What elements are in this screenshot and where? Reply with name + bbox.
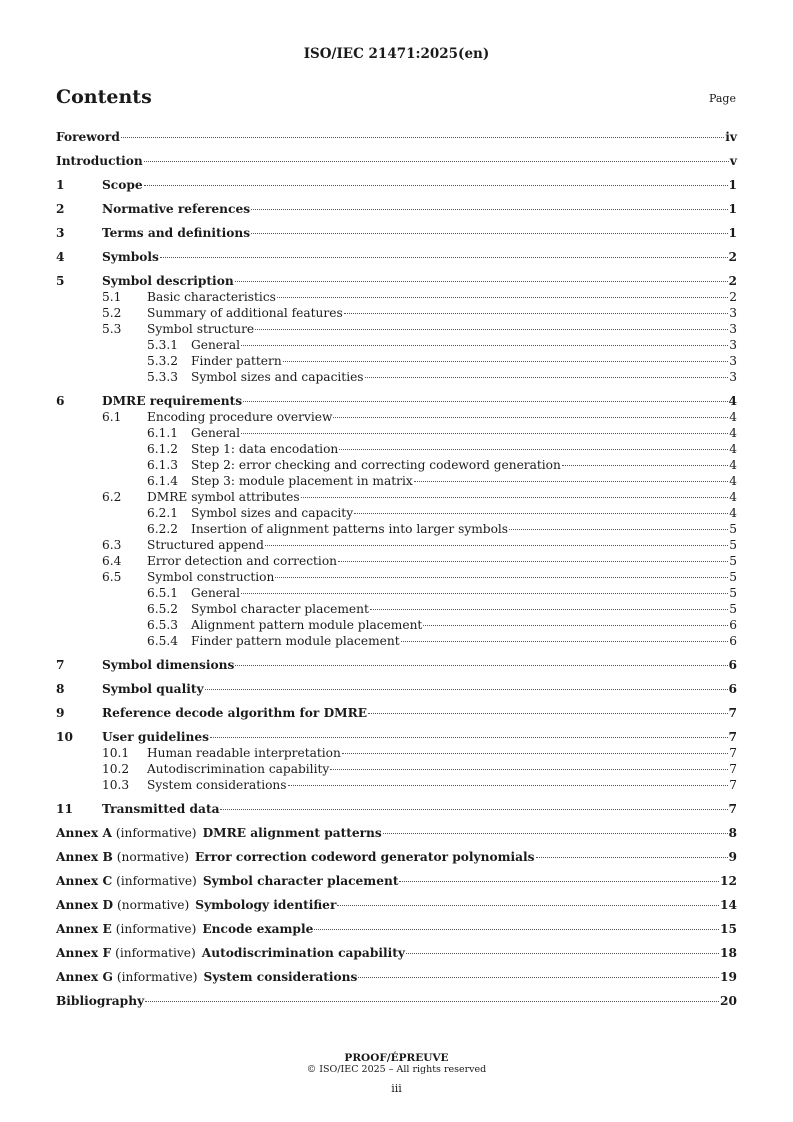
toc-entry[interactable] (56, 801, 737, 817)
toc-entry-page: 5 (729, 602, 737, 616)
toc-entry-page: 1 (728, 178, 737, 192)
toc-entry-title: Symbol sizes and capacities (191, 370, 364, 384)
toc-entry-page: 4 (729, 442, 737, 456)
dot-leader (333, 417, 728, 418)
toc-entry-title: Step 1: data encodation (191, 442, 339, 456)
page-column-label: Page (708, 92, 736, 105)
toc-entry-title: Autodiscrimination capability (147, 762, 330, 776)
section-number: 5 (56, 274, 65, 288)
toc-entry-page: 5 (729, 570, 737, 584)
dot-leader (144, 161, 729, 162)
section-number: 2 (56, 202, 65, 216)
toc-entry-title: Symbol construction (147, 570, 275, 584)
toc-entry-page: 7 (729, 778, 737, 792)
section-number: 5.2 (102, 306, 122, 320)
toc-entry-page: 4 (729, 506, 737, 520)
dot-leader (275, 577, 728, 578)
dot-leader (235, 281, 728, 282)
toc-entry[interactable] (56, 761, 737, 777)
dot-leader (241, 433, 728, 434)
toc-entry[interactable] (56, 993, 737, 1009)
toc-entry-page: 3 (729, 306, 737, 320)
toc-entry[interactable] (56, 585, 737, 601)
toc-entry-page: 7 (728, 802, 737, 816)
toc-entry[interactable] (56, 337, 737, 353)
annex-label: Annex F (56, 946, 112, 960)
dot-leader (365, 377, 729, 378)
toc-entry-page: 7 (729, 746, 737, 760)
section-number: 10.1 (102, 746, 130, 760)
toc-entry-title: Reference decode algorithm for DMRE (102, 706, 368, 720)
toc-entry-title: Foreword (56, 130, 120, 144)
dot-leader (337, 905, 719, 906)
section-number: 5.1 (102, 290, 122, 304)
toc-entry-title: Transmitted data (102, 802, 220, 816)
toc-entry-title: Symbology identifier (195, 898, 337, 912)
section-number: 5.3 (102, 322, 122, 336)
toc-entry-page: 5 (729, 554, 737, 568)
dot-leader (338, 561, 728, 562)
dot-leader (414, 481, 729, 482)
section-number: 10.3 (102, 778, 130, 792)
toc-entry-title: Symbol character placement (202, 874, 399, 888)
table-of-contents (56, 129, 737, 1009)
annex-type: (informative) (115, 826, 197, 840)
section-number: 6.5.4 (147, 634, 179, 648)
dot-leader (283, 361, 729, 362)
toc-entry[interactable] (56, 441, 737, 457)
toc-entry-page: 3 (729, 322, 737, 336)
toc-entry-page: 4 (729, 458, 737, 472)
toc-entry-title: Error detection and correction (147, 554, 338, 568)
toc-entry-page: iv (725, 130, 737, 144)
dot-leader (383, 833, 728, 834)
toc-entry-page: 6 (729, 634, 737, 648)
toc-entry[interactable] (56, 569, 737, 585)
toc-entry-title: Symbol quality (102, 682, 204, 696)
toc-entry[interactable] (56, 729, 737, 745)
toc-entry-title: System considerations (203, 970, 358, 984)
section-number: 10 (56, 730, 73, 744)
dot-leader (368, 713, 727, 714)
toc-entry[interactable] (56, 249, 737, 265)
toc-entry[interactable] (56, 273, 737, 289)
annex-type: (normative) (117, 898, 190, 912)
toc-entry-title: Structured append (147, 538, 264, 552)
toc-entry[interactable] (56, 393, 737, 409)
dot-leader (251, 209, 727, 210)
dot-leader (406, 953, 719, 954)
section-number: 10.2 (102, 762, 130, 776)
toc-entry[interactable] (56, 489, 737, 505)
toc-entry[interactable] (56, 849, 737, 865)
toc-entry-title: Basic characteristics (147, 290, 276, 304)
toc-entry-page: 12 (720, 874, 737, 888)
annex-label: Annex E (56, 922, 112, 936)
toc-entry-page: 7 (729, 762, 737, 776)
annex-label: Annex B (56, 850, 113, 864)
dot-leader (235, 665, 727, 666)
page-footer (0, 1052, 793, 1095)
section-number: 11 (56, 802, 73, 816)
section-number: 6.1.3 (147, 458, 179, 472)
section-number: 6.5 (102, 570, 122, 584)
toc-entry-page: 15 (720, 922, 737, 936)
dot-leader (401, 641, 729, 642)
toc-entry-page: 2 (729, 290, 737, 304)
toc-entry-title: Human readable interpretation (147, 746, 341, 760)
dot-leader (210, 737, 728, 738)
dot-leader (241, 593, 728, 594)
toc-entry[interactable] (56, 289, 737, 305)
toc-entry-title: General (191, 338, 240, 352)
toc-entry-title: Error correction codeword generator polynomials (195, 850, 535, 864)
toc-entry-page: 5 (729, 586, 737, 600)
toc-entry-title: Step 2: error checking and correcting codeword generation (191, 458, 561, 472)
toc-entry-title: DMRE symbol attributes (147, 490, 300, 504)
document-identifier: ISO/IEC 21471:2025(en) (303, 46, 490, 62)
section-number: 6.1.2 (147, 442, 179, 456)
toc-entry-title: Finder pattern module placement (191, 634, 400, 648)
dot-leader (288, 785, 729, 786)
toc-entry[interactable] (56, 129, 737, 145)
toc-entry-page: 6 (728, 658, 737, 672)
dot-leader (241, 345, 728, 346)
section-number: 3 (56, 226, 65, 240)
toc-entry-title: System considerations (147, 778, 287, 792)
toc-entry-page: 7 (728, 730, 737, 744)
dot-leader (144, 185, 728, 186)
toc-entry-page: 4 (729, 410, 737, 424)
toc-entry-page: 4 (729, 474, 737, 488)
toc-entry[interactable] (56, 457, 737, 473)
toc-entry-title: Terms and definitions (102, 226, 251, 240)
toc-entry[interactable] (56, 153, 737, 169)
toc-entry-title: Step 3: module placement in matrix (191, 474, 413, 488)
toc-entry-title: Insertion of alignment patterns into larger symbols (191, 522, 509, 536)
toc-entry-title: Symbol description (102, 274, 234, 288)
dot-leader (265, 545, 728, 546)
section-number: 8 (56, 682, 65, 696)
section-number: 5.3.3 (147, 370, 179, 384)
toc-entry-title: Symbol dimensions (102, 658, 235, 672)
section-number: 6 (56, 394, 65, 408)
dot-leader (251, 233, 727, 234)
section-number: 6.1.4 (147, 474, 179, 488)
annex-type: (informative) (115, 922, 197, 936)
section-number: 6.3 (102, 538, 122, 552)
toc-entry-page: 20 (720, 994, 737, 1008)
section-number: 6.4 (102, 554, 122, 568)
annex-label: Annex D (56, 898, 114, 912)
dot-leader (562, 465, 728, 466)
toc-entry-page: 4 (728, 394, 737, 408)
section-number: 5.3.2 (147, 354, 179, 368)
section-number: 1 (56, 178, 65, 192)
toc-entry[interactable] (56, 305, 737, 321)
annex-type: (informative) (116, 874, 197, 888)
dot-leader (339, 449, 728, 450)
toc-entry-page: 7 (728, 706, 737, 720)
toc-entry[interactable] (56, 409, 737, 425)
toc-entry-title: Introduction (56, 154, 143, 168)
dot-leader (243, 401, 727, 402)
toc-entry-page: 6 (729, 618, 737, 632)
toc-entry-page: v (729, 154, 737, 168)
section-number: 6.5.2 (147, 602, 179, 616)
toc-entry-title: Normative references (102, 202, 251, 216)
toc-entry-title: Autodiscrimination capability (201, 946, 405, 960)
annex-label: Annex A (56, 826, 112, 840)
section-number: 4 (56, 250, 65, 264)
toc-entry[interactable] (56, 353, 737, 369)
toc-entry-page: 14 (720, 898, 737, 912)
proof-marker: PROOF/ÉPREUVE (344, 1052, 449, 1064)
dot-leader (220, 809, 727, 810)
toc-entry[interactable] (56, 945, 737, 961)
toc-entry-title: Encode example (202, 922, 314, 936)
toc-entry-title: Encoding procedure overview (147, 410, 333, 424)
toc-entry-page: 9 (728, 850, 737, 864)
toc-entry[interactable] (56, 921, 737, 937)
dot-leader (301, 497, 729, 498)
toc-entry-page: 19 (720, 970, 737, 984)
dot-leader (354, 513, 728, 514)
toc-entry-page: 6 (728, 682, 737, 696)
toc-entry-page: 8 (728, 826, 737, 840)
toc-entry[interactable] (56, 657, 737, 673)
toc-entry-page: 1 (728, 202, 737, 216)
toc-entry-title: General (191, 586, 240, 600)
toc-entry-title: Scope (102, 178, 143, 192)
section-number: 5.3.1 (147, 338, 179, 352)
toc-entry-title: Symbols (102, 250, 159, 264)
section-number: 6.5.3 (147, 618, 179, 632)
toc-entry-title: Finder pattern (191, 354, 282, 368)
dot-leader (370, 609, 728, 610)
dot-leader (121, 137, 724, 138)
toc-entry[interactable] (56, 521, 737, 537)
toc-entry[interactable] (56, 225, 737, 241)
annex-type: (normative) (116, 850, 189, 864)
annex-label: Annex G (56, 970, 113, 984)
toc-entry[interactable] (56, 321, 737, 337)
section-number: 6.2.2 (147, 522, 179, 536)
toc-entry-page: 4 (729, 426, 737, 440)
toc-entry-page: 5 (729, 538, 737, 552)
dot-leader (255, 329, 728, 330)
section-number: 6.2 (102, 490, 122, 504)
toc-entry-title: DMRE alignment patterns (202, 826, 382, 840)
contents-heading: Contents (56, 86, 152, 108)
toc-entry-page: 2 (728, 274, 737, 288)
toc-entry-page: 3 (729, 338, 737, 352)
toc-entry-page: 3 (729, 370, 737, 384)
section-number: 6.1.1 (147, 426, 179, 440)
toc-entry[interactable] (56, 745, 737, 761)
dot-leader (145, 1001, 719, 1002)
toc-entry-page: 5 (729, 522, 737, 536)
dot-leader (358, 977, 719, 978)
toc-entry[interactable] (56, 705, 737, 721)
section-number: 7 (56, 658, 65, 672)
dot-leader (536, 857, 728, 858)
toc-entry-page: 3 (729, 354, 737, 368)
dot-leader (509, 529, 728, 530)
section-number: 6.1 (102, 410, 122, 424)
toc-entry[interactable] (56, 777, 737, 793)
toc-entry-title: DMRE requirements (102, 394, 243, 408)
toc-entry[interactable] (56, 633, 737, 649)
dot-leader (342, 753, 728, 754)
toc-entry[interactable] (56, 425, 737, 441)
dot-leader (399, 881, 719, 882)
toc-entry-title: General (191, 426, 240, 440)
dot-leader (423, 625, 728, 626)
toc-entry-page: 18 (720, 946, 737, 960)
toc-entry[interactable] (56, 873, 737, 889)
copyright-notice: © ISO/IEC 2025 – All rights reserved (306, 1064, 487, 1075)
dot-leader (277, 297, 728, 298)
toc-entry[interactable] (56, 897, 737, 913)
section-number: 6.2.1 (147, 506, 179, 520)
toc-entry[interactable] (56, 505, 737, 521)
toc-entry[interactable] (56, 553, 737, 569)
toc-entry[interactable] (56, 681, 737, 697)
toc-entry-page: 1 (728, 226, 737, 240)
toc-entry[interactable] (56, 825, 737, 841)
toc-entry-title: Symbol character placement (191, 602, 369, 616)
toc-entry-page: 4 (729, 490, 737, 504)
toc-entry[interactable] (56, 617, 737, 633)
toc-entry[interactable] (56, 537, 737, 553)
section-number: 6.5.1 (147, 586, 179, 600)
toc-entry-title: Symbol structure (147, 322, 255, 336)
annex-label: Annex C (56, 874, 113, 888)
toc-entry[interactable] (56, 177, 737, 193)
dot-leader (160, 257, 728, 258)
toc-entry-title: Symbol sizes and capacity (191, 506, 354, 520)
toc-entry-title: Bibliography (56, 994, 145, 1008)
dot-leader (344, 313, 729, 314)
dot-leader (205, 689, 728, 690)
toc-entry[interactable] (56, 369, 737, 385)
toc-entry[interactable] (56, 969, 737, 985)
page-number: iii (391, 1082, 402, 1095)
toc-entry-title: Alignment pattern module placement (191, 618, 423, 632)
dot-leader (314, 929, 719, 930)
dot-leader (330, 769, 728, 770)
toc-entry[interactable] (56, 201, 737, 217)
toc-entry[interactable] (56, 601, 737, 617)
toc-entry-title: User guidelines (102, 730, 209, 744)
toc-entry-page: 2 (728, 250, 737, 264)
toc-entry-title: Summary of additional features (147, 306, 343, 320)
annex-type: (informative) (115, 946, 196, 960)
section-number: 9 (56, 706, 65, 720)
annex-type: (informative) (116, 970, 198, 984)
toc-entry[interactable] (56, 473, 737, 489)
